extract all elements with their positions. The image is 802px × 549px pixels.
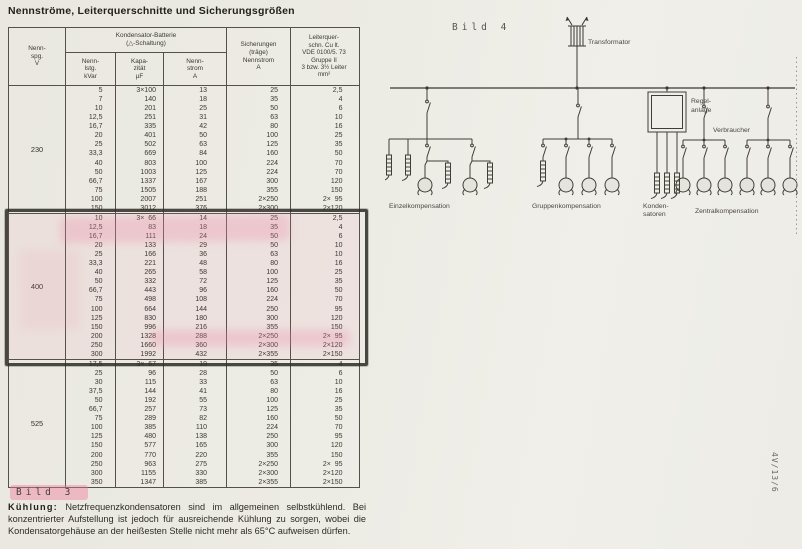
table-cell: 224 xyxy=(266,159,278,167)
table-cell: 1337 xyxy=(140,177,156,185)
table-cell: 4 xyxy=(338,360,343,368)
table-cell: 10 xyxy=(334,242,343,250)
table-cell: 35 xyxy=(334,406,343,414)
table-cell: 66,7 xyxy=(88,287,103,295)
table-cell: 58 xyxy=(199,269,207,277)
transformer-symbol xyxy=(566,17,589,88)
table-cell: 50 xyxy=(270,105,278,113)
regelanlage-label-line1: Regel- xyxy=(691,98,712,105)
table-cell: 289 xyxy=(144,415,156,423)
table-cell: 63 xyxy=(270,251,278,259)
table-cell: 10 xyxy=(334,379,343,386)
table-cell: 120 xyxy=(330,442,343,450)
table-cell: 2×250 xyxy=(258,195,278,203)
table-cell: 72 xyxy=(199,278,207,286)
table-cell: 144 xyxy=(195,305,207,313)
table-cell: 220 xyxy=(195,451,207,459)
table-cell: 355 xyxy=(266,186,278,194)
table-cell: 2×150 xyxy=(322,478,343,486)
table-cell: 2× 95 xyxy=(322,460,343,468)
table-cell: 100 xyxy=(266,397,278,405)
table-cell: 16 xyxy=(334,123,343,131)
table-cell: 376 xyxy=(195,204,207,212)
table-cell: 250 xyxy=(266,433,278,441)
table-cell: 2×250 xyxy=(258,332,278,340)
table-cell: 355 xyxy=(266,323,278,331)
table-cell: 80 xyxy=(270,388,278,396)
kondensatoren-label-line1: Konden- xyxy=(643,203,669,210)
table-cell: 201 xyxy=(144,105,156,113)
table-cell: 50 xyxy=(94,278,103,286)
table-cell: 577 xyxy=(144,442,156,450)
table-column xyxy=(65,214,115,359)
table-cell: 50 xyxy=(334,287,343,295)
table-cell: 33,3 xyxy=(88,150,103,158)
table-column xyxy=(163,86,226,213)
table-cell: 4 xyxy=(338,223,343,231)
table-cell: 335 xyxy=(144,123,156,131)
ratings-table-body xyxy=(9,86,359,487)
table-cell: 95 xyxy=(334,433,343,441)
table-cell: 133 xyxy=(144,242,156,250)
table-cell: 10 xyxy=(334,251,343,259)
table-cell: 50 xyxy=(199,132,207,140)
figure-3-stamp: Bild 3 xyxy=(10,485,88,500)
table-cell: 3× 67 xyxy=(136,360,156,368)
table-cell: 300 xyxy=(266,442,278,450)
table-cell: 50 xyxy=(94,168,103,176)
table-cell: 350 xyxy=(90,478,103,486)
table-cell: 2,5 xyxy=(332,214,343,222)
header-voltage: Nenn- spg. V xyxy=(28,45,46,68)
voltage-cell: 525 xyxy=(30,418,44,428)
table-cell: 166 xyxy=(144,251,156,259)
table-cell: 25 xyxy=(270,214,278,222)
table-cell: 250 xyxy=(266,305,278,313)
table-cell: 332 xyxy=(144,278,156,286)
table-cell: 80 xyxy=(270,123,278,131)
table-cell: 2×355 xyxy=(258,478,278,486)
zentralkompensation-group xyxy=(648,88,797,199)
cooling-note xyxy=(8,502,366,537)
table-cell: 108 xyxy=(195,296,207,304)
table-cell: 20 xyxy=(94,242,103,250)
table-cell: 115 xyxy=(144,379,156,386)
voltage-block-525 xyxy=(9,359,359,487)
table-cell: 13 xyxy=(199,87,207,94)
table-cell: 385 xyxy=(144,424,156,432)
table-cell: 12,5 xyxy=(88,114,103,122)
cooling-note-text: Netzfrequenzkondensatoren sind im allgemeinen selbstkühlend. Bei konzentrierter Aufstellung ist jedoch für ausreichende Kühlung zu sorgen, wobei die Kondensatorgehäuse an der heißesten Stelle nicht mehr als 65°C aufweisen dürfen. xyxy=(8,502,366,536)
table-cell: 125 xyxy=(266,278,278,286)
table-cell: 165 xyxy=(195,442,207,450)
table-cell: 50 xyxy=(270,369,278,377)
table-cell: 224 xyxy=(266,168,278,176)
table-cell: 50 xyxy=(270,242,278,250)
table-cell: 180 xyxy=(195,314,207,322)
table-cell: 63 xyxy=(199,141,207,149)
table-column xyxy=(163,214,226,359)
table-cell: 1992 xyxy=(140,350,156,358)
table-cell: 6 xyxy=(338,369,343,377)
table-column xyxy=(163,360,226,487)
table-cell: 25 xyxy=(199,105,207,113)
table-cell: 150 xyxy=(90,323,103,331)
table-cell: 16,7 xyxy=(88,233,103,240)
table-cell: 4 xyxy=(338,96,343,104)
voltage-block-400 xyxy=(9,213,359,359)
table-cell: 66,7 xyxy=(88,406,103,414)
table-cell: 288 xyxy=(195,332,207,340)
table-cell: 25 xyxy=(94,251,103,259)
table-cell: 100 xyxy=(195,159,207,167)
table-cell: 20 xyxy=(94,132,103,140)
voltage-block-230 xyxy=(9,86,359,213)
table-cell: 330 xyxy=(195,469,207,477)
table-cell: 188 xyxy=(195,186,207,194)
table-cell: 2×250 xyxy=(258,460,278,468)
table-cell: 192 xyxy=(144,397,156,405)
table-cell: 33,3 xyxy=(88,260,103,268)
gruppenkompensation-label: Gruppenkompensation xyxy=(532,203,601,210)
header-wire-cross-section: Leiterquer- schn. Cu lt. VDE 0100/5. 73 Gruppe II 3 bzw. 3½ Leiter mm² xyxy=(290,28,357,85)
table-cell: 10 xyxy=(94,214,103,222)
table-header xyxy=(9,28,359,86)
table-cell: 95 xyxy=(334,305,343,313)
table-cell: 125 xyxy=(266,406,278,414)
table-column xyxy=(115,86,163,213)
cooling-note-heading: Kühlung: xyxy=(8,502,58,512)
table-cell: 25 xyxy=(94,369,103,377)
table-cell: 432 xyxy=(195,350,207,358)
table-cell: 224 xyxy=(266,296,278,304)
table-column xyxy=(115,360,163,487)
header-fuses: Sicherungen (träge) Nennstrom A xyxy=(226,28,290,85)
ratings-table xyxy=(8,27,360,488)
table-cell: 17,5 xyxy=(88,360,103,368)
table-cell: 40 xyxy=(94,159,103,167)
table-cell: 1003 xyxy=(140,168,156,176)
page-title: Nennströme, Leiterquerschnitte und Sicherungsgrößen xyxy=(8,5,295,17)
table-cell: 3× 66 xyxy=(136,214,156,222)
table-cell: 2×120 xyxy=(322,204,343,212)
table-cell: 300 xyxy=(90,350,103,358)
table-cell: 70 xyxy=(334,159,343,167)
table-cell: 443 xyxy=(144,287,156,295)
table-cell: 480 xyxy=(144,433,156,441)
table-column xyxy=(290,214,357,359)
header-current: Nenn- strom A xyxy=(163,53,226,85)
kondensatoren-label-line2: satoren xyxy=(643,211,666,218)
figure-4-stamp: Bild 4 xyxy=(452,22,511,33)
table-cell: 50 xyxy=(94,397,103,405)
table-cell: 16,7 xyxy=(88,123,103,131)
table-cell: 251 xyxy=(144,114,156,122)
table-cell: 2×150 xyxy=(322,350,343,358)
table-cell: 803 xyxy=(144,159,156,167)
table-cell: 14 xyxy=(199,214,207,222)
table-cell: 2×300 xyxy=(258,469,278,477)
zentralkompensation-label: Zentralkompensation xyxy=(695,208,759,215)
table-cell: 37,5 xyxy=(88,388,103,396)
table-cell: 75 xyxy=(94,186,103,194)
table-column xyxy=(226,86,290,213)
table-cell: 120 xyxy=(330,314,343,322)
table-cell: 770 xyxy=(144,451,156,459)
table-cell: 963 xyxy=(144,460,156,468)
table-cell: 75 xyxy=(94,415,103,423)
table-column xyxy=(65,360,115,487)
table-cell: 300 xyxy=(266,177,278,185)
voltage-cell: 230 xyxy=(30,144,44,154)
table-cell: 200 xyxy=(90,332,103,340)
table-cell: 28 xyxy=(199,369,207,377)
table-cell: 2×120 xyxy=(322,341,343,349)
table-cell: 167 xyxy=(195,177,207,185)
table-cell: 25 xyxy=(270,87,278,94)
header-power: Nenn- lstg. kVar xyxy=(65,53,115,85)
table-cell: 7 xyxy=(98,96,103,104)
table-cell: 2×120 xyxy=(322,469,343,477)
table-cell: 221 xyxy=(144,260,156,268)
regelanlage-label-line2: anlage xyxy=(691,107,712,114)
table-cell: 50 xyxy=(334,415,343,423)
table-cell: 125 xyxy=(90,433,103,441)
table-column xyxy=(226,360,290,487)
table-cell: 63 xyxy=(270,114,278,122)
table-cell: 75 xyxy=(94,296,103,304)
table-cell: 300 xyxy=(266,314,278,322)
table-cell: 265 xyxy=(144,269,156,277)
table-cell: 41 xyxy=(199,388,207,396)
table-cell: 42 xyxy=(199,123,207,131)
table-cell: 2× 95 xyxy=(322,332,343,340)
table-cell: 2×300 xyxy=(258,341,278,349)
table-cell: 82 xyxy=(199,415,207,423)
header-capacitor-battery: Kondensator-Batterie (△-Schaltung) xyxy=(65,28,226,53)
einzelkompensation-group xyxy=(385,88,493,195)
table-cell: 19 xyxy=(199,360,207,368)
table-cell: 360 xyxy=(195,341,207,349)
table-column xyxy=(290,86,357,213)
table-cell: 144 xyxy=(144,388,156,396)
table-cell: 257 xyxy=(144,406,156,414)
table-cell: 50 xyxy=(270,233,278,240)
table-cell: 120 xyxy=(330,177,343,185)
table-cell: 35 xyxy=(270,223,278,231)
table-cell: 35 xyxy=(334,278,343,286)
table-cell: 2007 xyxy=(140,195,156,203)
table-cell: 502 xyxy=(144,141,156,149)
table-cell: 300 xyxy=(90,469,103,477)
table-cell: 100 xyxy=(90,195,103,203)
table-cell: 150 xyxy=(330,186,343,194)
table-cell: 2,5 xyxy=(332,87,343,94)
table-cell: 200 xyxy=(90,451,103,459)
header-capacitance: Kapa- zität µF xyxy=(115,53,163,85)
table-cell: 1328 xyxy=(140,332,156,340)
table-cell: 18 xyxy=(199,223,207,231)
table-cell: 100 xyxy=(90,305,103,313)
table-cell: 664 xyxy=(144,305,156,313)
table-cell: 40 xyxy=(94,269,103,277)
table-cell: 70 xyxy=(334,424,343,432)
table-cell: 160 xyxy=(266,150,278,158)
table-column xyxy=(115,214,163,359)
table-cell: 25 xyxy=(334,269,343,277)
table-cell: 110 xyxy=(195,424,207,432)
table-cell: 2×300 xyxy=(258,204,278,212)
table-cell: 1347 xyxy=(140,478,156,486)
table-cell: 16 xyxy=(334,260,343,268)
table-cell: 150 xyxy=(90,204,103,212)
table-cell: 150 xyxy=(330,323,343,331)
table-cell: 830 xyxy=(144,314,156,322)
table-cell: 73 xyxy=(199,406,207,414)
table-cell: 35 xyxy=(270,96,278,104)
table-cell: 3×100 xyxy=(136,87,156,94)
table-cell: 25 xyxy=(334,132,343,140)
table-cell: 224 xyxy=(266,424,278,432)
table-cell: 1505 xyxy=(140,186,156,194)
table-cell: 125 xyxy=(266,141,278,149)
table-cell: 10 xyxy=(334,114,343,122)
table-cell: 63 xyxy=(270,379,278,386)
table-cell: 16 xyxy=(334,388,343,396)
table-cell: 6 xyxy=(338,105,343,113)
table-cell: 3012 xyxy=(140,204,156,212)
table-cell: 48 xyxy=(199,260,207,268)
table-cell: 138 xyxy=(195,433,207,441)
table-cell: 498 xyxy=(144,296,156,304)
table-cell: 5 xyxy=(98,87,103,94)
table-cell: 100 xyxy=(90,424,103,432)
table-cell: 275 xyxy=(195,460,207,468)
table-cell: 111 xyxy=(145,233,156,240)
consumer-branches xyxy=(676,140,797,195)
table-cell: 83 xyxy=(148,223,156,231)
table-cell: 35 xyxy=(270,360,278,368)
table-cell: 1660 xyxy=(140,341,156,349)
table-cell: 33 xyxy=(199,379,207,386)
table-column xyxy=(290,360,357,487)
table-cell: 36 xyxy=(199,251,207,259)
table-cell: 66,7 xyxy=(88,177,103,185)
table-cell: 30 xyxy=(94,379,103,386)
verbraucher-label: Verbraucher xyxy=(713,127,751,134)
table-cell: 80 xyxy=(270,260,278,268)
table-cell: 125 xyxy=(195,168,207,176)
compensation-diagram xyxy=(385,5,802,245)
gruppenkompensation-group xyxy=(537,88,619,195)
table-cell: 84 xyxy=(199,150,207,158)
table-cell: 24 xyxy=(199,233,207,240)
table-cell: 100 xyxy=(266,132,278,140)
table-cell: 100 xyxy=(266,269,278,277)
table-cell: 160 xyxy=(266,415,278,423)
table-cell: 25 xyxy=(94,141,103,149)
table-cell: 50 xyxy=(334,150,343,158)
table-cell: 401 xyxy=(144,132,156,140)
table-cell: 31 xyxy=(199,114,207,122)
table-cell: 25 xyxy=(334,397,343,405)
table-cell: 2×355 xyxy=(258,350,278,358)
table-cell: 29 xyxy=(199,242,207,250)
table-cell: 6 xyxy=(338,233,343,240)
table-cell: 1155 xyxy=(140,469,156,477)
table-cell: 669 xyxy=(144,150,156,158)
table-cell: 150 xyxy=(330,451,343,459)
table-cell: 12,5 xyxy=(88,223,103,231)
table-cell: 996 xyxy=(144,323,156,331)
table-cell: 10 xyxy=(94,105,103,113)
margin-reference-mark: 4V/13/6 xyxy=(770,452,779,493)
table-column xyxy=(65,86,115,213)
table-cell: 251 xyxy=(195,195,207,203)
table-cell: 2× 95 xyxy=(322,195,343,203)
table-cell: 250 xyxy=(90,341,103,349)
table-cell: 216 xyxy=(195,323,207,331)
table-cell: 18 xyxy=(199,96,207,104)
table-cell: 35 xyxy=(334,141,343,149)
transformer-label: Transformator xyxy=(588,39,631,46)
table-cell: 96 xyxy=(148,369,156,377)
table-cell: 70 xyxy=(334,296,343,304)
table-cell: 385 xyxy=(195,478,207,486)
table-cell: 150 xyxy=(90,442,103,450)
table-column xyxy=(226,214,290,359)
table-cell: 140 xyxy=(144,96,156,104)
table-cell: 125 xyxy=(90,314,103,322)
table-cell: 250 xyxy=(90,460,103,468)
table-cell: 355 xyxy=(266,451,278,459)
einzelkompensation-label: Einzelkompensation xyxy=(389,203,450,210)
table-cell: 160 xyxy=(266,287,278,295)
voltage-cell: 400 xyxy=(30,281,44,291)
table-cell: 96 xyxy=(199,287,207,295)
table-cell: 55 xyxy=(199,397,207,405)
table-cell: 70 xyxy=(334,168,343,176)
